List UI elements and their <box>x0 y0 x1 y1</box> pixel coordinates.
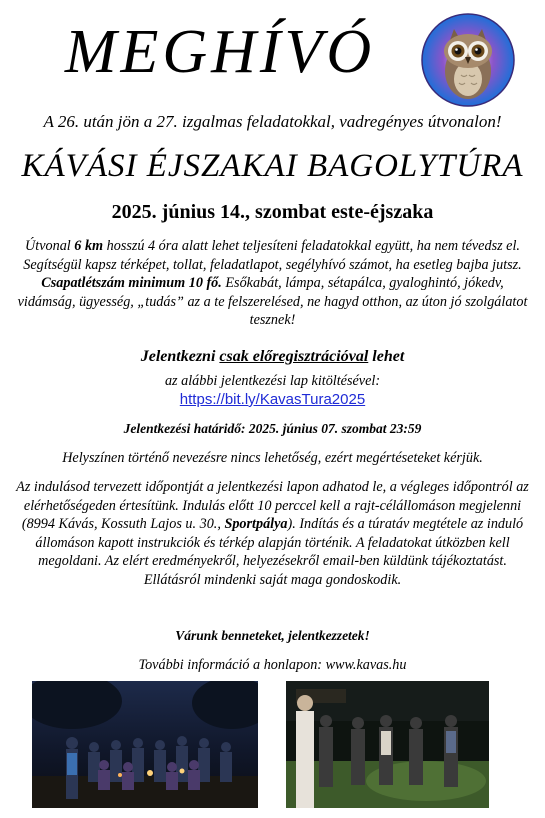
route-paragraph <box>14 237 531 330</box>
event-name: KÁVÁSI ÉJSZAKAI BAGOLYTÚRA <box>21 148 524 184</box>
registration-text-b: lehet <box>368 348 405 365</box>
details-text-b: ). Indítás és a túratáv megtétele az induló állomáson kapott instrukciók és térkép alapján történik. A feladatokat útközben kell megoldani. Az elért eredményekről, helyezésekről email-ben küldünk tájékoztatást. <box>35 516 524 570</box>
route-text-a: Útvonal <box>25 238 75 254</box>
onsite-notice: Helyszínen történő nevezésre nincs lehetőség, ezért megértéseteket kérjük. <box>62 450 483 466</box>
registration-subtitle: az alábbi jelentkezési lap kitöltésével: <box>164 373 381 389</box>
details-paragraph <box>16 478 529 590</box>
registration-text-a: Jelentkezni <box>140 348 220 365</box>
details-text-a: Az indulásod tervezett időpontját a jelentkezési lapon adhatod le, a végleges időpontról az elérhetőségeden értesítünk. Indulás előtt 10 perccel kell a rajt-célállomáson megjelenni (8994 Kávás, Kossuth Lajos u. 30., <box>16 479 529 533</box>
more-info: További információ a honlapon: www.kavas.hu <box>138 657 407 673</box>
route-text-c: Esőkabát, lámpa, sétapálca, gyaloghintó, jókedv, vidámság, ügyesség, „tudás” az a te felszerelésed, ne hagyd otthon, az úton jó szolgálatot tesznek! <box>17 275 528 329</box>
registration-deadline: Jelentkezési határidő: 2025. június 07. szombat 23:59 <box>123 421 422 436</box>
intro-line: A 26. után jön a 27. izgalmas feladatokkal, vadregényes útvonalon! <box>43 112 502 131</box>
participants-photo-evening <box>286 681 489 808</box>
catering-note: Ellátásról mindenki saját maga gondoskodik. <box>143 571 402 588</box>
page-title: MEGHÍVÓ <box>64 18 376 86</box>
route-distance: 6 km <box>74 238 104 254</box>
venue-name: Sportpálya <box>224 516 288 533</box>
registration-link[interactable]: https://bit.ly/KavasTura2025 <box>179 391 366 408</box>
registration-heading <box>0 348 545 366</box>
route-text-b: hosszú 4 óra alatt lehet teljesíteni feladatokkal együtt, ha nem tévedsz el. Segítségül kapsz térképet, tollat, feladatlapot, segélyhívó számot, ha esetleg bajba jutsz. <box>23 238 522 273</box>
event-date: 2025. június 14., szombat este-éjszaka <box>111 201 434 223</box>
registration-underlined: csak előregisztrációval <box>219 348 369 365</box>
group-photo-night <box>32 681 258 808</box>
owl-logo <box>421 13 515 107</box>
welcome-line: Várunk benneteket, jelentkezzetek! <box>175 628 370 643</box>
min-team-size: Csapatlétszám minimum 10 fő. <box>41 275 222 292</box>
